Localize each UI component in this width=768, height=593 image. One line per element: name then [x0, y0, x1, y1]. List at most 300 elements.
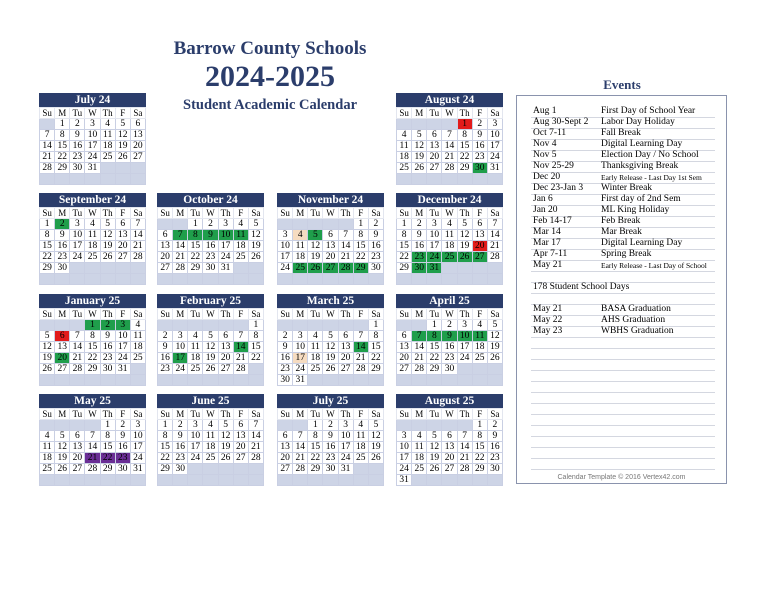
calendar-day: 26	[100, 252, 115, 263]
month-title: April 25	[396, 294, 503, 308]
calendar-day: 9	[472, 130, 487, 141]
calendar-day: 25	[442, 252, 457, 263]
calendar-day: 16	[442, 342, 457, 353]
weekday-label: W	[442, 108, 457, 119]
calendar-day: 18	[472, 342, 487, 353]
calendar-day: 28	[293, 464, 308, 475]
blank-day	[457, 263, 472, 274]
calendar-day: 15	[248, 342, 263, 353]
blank-day	[338, 274, 353, 285]
blank-day	[412, 475, 427, 486]
calendar-day: 6	[427, 130, 442, 141]
weekday-label: Tu	[188, 409, 203, 420]
month-4	[277, 193, 384, 285]
calendar-day: 28	[233, 364, 248, 375]
calendar-day: 12	[457, 230, 472, 241]
weekday-label: Sa	[130, 108, 145, 119]
blank-day	[100, 475, 115, 486]
blank-day	[218, 375, 233, 386]
calendar-day: 30	[368, 263, 383, 274]
calendar-day: 4	[412, 431, 427, 442]
calendar-day: 11	[353, 431, 368, 442]
calendar-day: 13	[158, 241, 173, 252]
calendar-day: 1	[427, 320, 442, 331]
calendar-day: 22	[188, 252, 203, 263]
calendar-day: 2	[203, 219, 218, 230]
blank-day	[397, 320, 412, 331]
blank-day	[158, 320, 173, 331]
blank-day	[173, 219, 188, 230]
calendar-day: 19	[40, 353, 55, 364]
calendar-day: 23	[487, 453, 502, 464]
blank-day	[442, 263, 457, 274]
month-title: October 24	[157, 193, 264, 207]
blank-day	[173, 320, 188, 331]
blank-day	[130, 263, 145, 274]
blank-day	[203, 274, 218, 285]
calendar-day: 27	[472, 252, 487, 263]
event-text: BASA Graduation	[601, 304, 671, 314]
calendar-day: 23	[368, 252, 383, 263]
calendar-day: 3	[130, 420, 145, 431]
blank-day	[293, 274, 308, 285]
blank-day	[457, 364, 472, 375]
calendar-day: 6	[158, 230, 173, 241]
weekday-label: F	[472, 309, 487, 320]
calendar-day: 25	[40, 464, 55, 475]
calendar-day: 7	[293, 431, 308, 442]
calendar-day: 16	[55, 241, 70, 252]
weekday-label: Tu	[427, 208, 442, 219]
weekday-label: Su	[40, 409, 55, 420]
weekday-label: W	[442, 309, 457, 320]
calendar-day: 19	[203, 353, 218, 364]
event-text: Mar Break	[601, 227, 642, 237]
weekday-label: Sa	[248, 208, 263, 219]
calendar-day: 22	[85, 353, 100, 364]
calendar-day: 13	[338, 342, 353, 353]
calendar-day: 10	[278, 241, 293, 252]
calendar-day: 4	[85, 219, 100, 230]
calendar-day: 19	[218, 442, 233, 453]
blank-day	[412, 174, 427, 185]
calendar-day: 23	[55, 252, 70, 263]
event-date: Aug 30-Sept 2	[533, 117, 589, 127]
calendar-day: 25	[100, 152, 115, 163]
weekday-label: M	[293, 409, 308, 420]
calendar-day: 21	[130, 241, 145, 252]
calendar-day: 29	[158, 464, 173, 475]
calendar-day: 5	[427, 431, 442, 442]
calendar-day: 26	[115, 152, 130, 163]
weekday-label: M	[55, 208, 70, 219]
calendar-day: 14	[353, 342, 368, 353]
blank-day	[100, 174, 115, 185]
blank-day	[188, 375, 203, 386]
calendar-day: 5	[40, 331, 55, 342]
blank-day	[442, 375, 457, 386]
weekday-label: F	[353, 409, 368, 420]
calendar-day: 18	[412, 453, 427, 464]
calendar-day: 12	[248, 230, 263, 241]
month-title: November 24	[277, 193, 384, 207]
calendar-day: 19	[487, 342, 502, 353]
calendar-day: 29	[100, 464, 115, 475]
calendar-day: 20	[472, 241, 487, 252]
calendar-day: 6	[338, 331, 353, 342]
calendar-day: 30	[278, 375, 293, 386]
calendar-day: 17	[278, 252, 293, 263]
calendar-day: 25	[233, 252, 248, 263]
blank-day	[353, 475, 368, 486]
calendar-day: 5	[100, 219, 115, 230]
calendar-day: 5	[308, 230, 323, 241]
calendar-day: 6	[323, 230, 338, 241]
weekday-label: Sa	[130, 309, 145, 320]
event-date: Aug 1	[533, 106, 557, 116]
month-grid	[39, 107, 146, 185]
weekday-label: Su	[158, 309, 173, 320]
calendar-day: 2	[173, 420, 188, 431]
weekday-label: Th	[457, 309, 472, 320]
calendar-day: 31	[293, 375, 308, 386]
weekday-label: Su	[397, 108, 412, 119]
calendar-day: 21	[412, 353, 427, 364]
event-date: Jan 6	[533, 194, 553, 204]
calendar-day: 20	[70, 453, 85, 464]
event-date: Feb 14-17	[533, 216, 572, 226]
month-2	[39, 193, 146, 285]
calendar-day: 1	[397, 219, 412, 230]
weekday-label: F	[472, 409, 487, 420]
calendar-day: 2	[442, 320, 457, 331]
calendar-day: 2	[278, 331, 293, 342]
calendar-day: 11	[397, 141, 412, 152]
calendar-day: 20	[397, 353, 412, 364]
weekday-label: W	[85, 409, 100, 420]
blank-day	[472, 274, 487, 285]
month-0	[39, 93, 146, 185]
calendar-day: 10	[85, 130, 100, 141]
calendar-day: 28	[70, 364, 85, 375]
calendar-day: 6	[233, 420, 248, 431]
blank-day	[487, 364, 502, 375]
blank-day	[70, 174, 85, 185]
blank-day	[323, 219, 338, 230]
calendar-day: 2	[100, 320, 115, 331]
blank-day	[368, 475, 383, 486]
calendar-day: 11	[130, 331, 145, 342]
blank-day	[487, 375, 502, 386]
calendar-day: 1	[248, 320, 263, 331]
blank-day	[115, 174, 130, 185]
weekday-label: M	[55, 108, 70, 119]
weekday-label: Su	[397, 208, 412, 219]
weekday-label: Th	[100, 309, 115, 320]
calendar-day: 17	[130, 442, 145, 453]
calendar-day: 21	[487, 241, 502, 252]
weekday-label: W	[323, 309, 338, 320]
calendar-day: 30	[55, 263, 70, 274]
calendar-day: 22	[100, 453, 115, 464]
blank-day	[218, 320, 233, 331]
event-date: May 23	[533, 326, 563, 336]
calendar-day: 27	[338, 364, 353, 375]
calendar-day: 1	[368, 320, 383, 331]
blank-day	[427, 420, 442, 431]
calendar-day: 8	[472, 431, 487, 442]
calendar-day: 25	[203, 453, 218, 464]
weekday-label: F	[233, 309, 248, 320]
calendar-day: 10	[173, 342, 188, 353]
calendar-day: 9	[412, 230, 427, 241]
calendar-day: 5	[55, 431, 70, 442]
calendar-day: 22	[158, 453, 173, 464]
blank-day	[278, 475, 293, 486]
weekday-label: Tu	[70, 409, 85, 420]
calendar-day: 8	[308, 431, 323, 442]
event-text: Spring Break	[601, 249, 652, 259]
blank-day	[338, 475, 353, 486]
calendar-day: 11	[233, 230, 248, 241]
weekday-label: Sa	[130, 208, 145, 219]
blank-day	[130, 475, 145, 486]
blank-day	[472, 174, 487, 185]
month-13	[396, 394, 503, 486]
calendar-day: 3	[457, 320, 472, 331]
calendar-day: 15	[308, 442, 323, 453]
blank-day	[85, 375, 100, 386]
calendar-day: 5	[203, 331, 218, 342]
calendar-day: 21	[248, 442, 263, 453]
calendar-day: 14	[248, 431, 263, 442]
calendar-day: 24	[188, 453, 203, 464]
calendar-day: 8	[100, 431, 115, 442]
event-date: May 22	[533, 315, 563, 325]
weekday-label: M	[173, 208, 188, 219]
calendar-day: 14	[412, 342, 427, 353]
event-row	[531, 458, 715, 470]
blank-day	[472, 475, 487, 486]
calendar-day: 2	[472, 119, 487, 130]
blank-day	[115, 475, 130, 486]
weekday-label: F	[233, 409, 248, 420]
calendar-day: 15	[427, 342, 442, 353]
blank-day	[173, 475, 188, 486]
calendar-day: 29	[397, 263, 412, 274]
weekday-label: M	[55, 309, 70, 320]
calendar-day: 10	[487, 130, 502, 141]
blank-day	[158, 274, 173, 285]
blank-day	[130, 174, 145, 185]
blank-day	[278, 320, 293, 331]
calendar-day: 28	[130, 252, 145, 263]
weekday-label: Tu	[427, 108, 442, 119]
blank-day	[427, 119, 442, 130]
calendar-day: 2	[323, 420, 338, 431]
calendar-day: 10	[338, 431, 353, 442]
calendar-day: 31	[427, 263, 442, 274]
calendar-day: 9	[158, 342, 173, 353]
blank-day	[55, 420, 70, 431]
calendar-day: 11	[188, 342, 203, 353]
calendar-day: 17	[173, 353, 188, 364]
calendar-day: 24	[293, 364, 308, 375]
calendar-day: 9	[487, 431, 502, 442]
weekday-label: F	[472, 208, 487, 219]
weekday-label: Th	[100, 409, 115, 420]
weekday-label: W	[442, 409, 457, 420]
calendar-day: 9	[203, 230, 218, 241]
calendar-day: 28	[248, 453, 263, 464]
calendar-day: 4	[397, 130, 412, 141]
weekday-label: W	[85, 208, 100, 219]
blank-day	[70, 274, 85, 285]
calendar-day: 30	[412, 263, 427, 274]
month-title: August 24	[396, 93, 503, 107]
calendar-day: 9	[55, 230, 70, 241]
weekday-label: M	[55, 409, 70, 420]
calendar-day: 30	[115, 464, 130, 475]
calendar-day: 16	[412, 241, 427, 252]
calendar-day: 3	[70, 219, 85, 230]
blank-day	[158, 475, 173, 486]
calendar-day: 4	[442, 219, 457, 230]
blank-day	[308, 274, 323, 285]
blank-day	[115, 263, 130, 274]
blank-day	[233, 263, 248, 274]
calendar-day: 3	[293, 331, 308, 342]
blank-day	[70, 375, 85, 386]
calendar-day: 12	[218, 431, 233, 442]
calendar-day: 6	[130, 119, 145, 130]
calendar-day: 11	[412, 442, 427, 453]
blank-day	[487, 274, 502, 285]
calendar-day: 20	[130, 141, 145, 152]
calendar-day: 23	[442, 353, 457, 364]
calendar-day: 5	[248, 219, 263, 230]
blank-day	[40, 320, 55, 331]
weekday-label: Tu	[308, 409, 323, 420]
calendar-day: 29	[353, 263, 368, 274]
calendar-day: 31	[218, 263, 233, 274]
blank-day	[40, 274, 55, 285]
blank-day	[248, 464, 263, 475]
calendar-day: 28	[442, 163, 457, 174]
blank-day	[100, 274, 115, 285]
calendar-day: 30	[70, 163, 85, 174]
calendar-day: 11	[100, 130, 115, 141]
month-title: July 24	[39, 93, 146, 107]
blank-day	[70, 475, 85, 486]
calendar-day: 6	[218, 331, 233, 342]
calendar-day: 7	[412, 331, 427, 342]
blank-day	[158, 219, 173, 230]
calendar-day: 3	[397, 431, 412, 442]
month-grid	[157, 408, 264, 486]
calendar-day: 14	[173, 241, 188, 252]
calendar-day: 1	[100, 420, 115, 431]
blank-day	[293, 320, 308, 331]
calendar-day: 29	[308, 464, 323, 475]
calendar-day: 15	[188, 241, 203, 252]
month-6	[39, 294, 146, 386]
event-date: Nov 25-29	[533, 161, 574, 171]
calendar-day: 2	[487, 420, 502, 431]
template-credit: Calendar Template © 2016 Vertex42.com	[557, 474, 686, 481]
weekday-label: W	[85, 309, 100, 320]
blank-day	[130, 274, 145, 285]
calendar-day: 4	[203, 420, 218, 431]
calendar-day: 26	[323, 364, 338, 375]
calendar-day: 8	[353, 230, 368, 241]
calendar-day: 24	[278, 263, 293, 274]
calendar-subtitle: Student Academic Calendar	[183, 97, 357, 113]
calendar-day: 24	[487, 152, 502, 163]
calendar-day: 19	[323, 353, 338, 364]
blank-day	[368, 375, 383, 386]
calendar-day: 8	[427, 331, 442, 342]
weekday-label: Tu	[188, 208, 203, 219]
calendar-day: 26	[368, 453, 383, 464]
month-grid	[277, 408, 384, 486]
calendar-day: 16	[173, 442, 188, 453]
calendar-day: 18	[397, 152, 412, 163]
blank-day	[100, 263, 115, 274]
calendar-day: 13	[70, 442, 85, 453]
calendar-day: 22	[40, 252, 55, 263]
month-title: December 24	[396, 193, 503, 207]
calendar-day: 17	[218, 241, 233, 252]
calendar-day: 9	[368, 230, 383, 241]
calendar-day: 15	[457, 141, 472, 152]
event-date: May 21	[533, 304, 563, 314]
blank-day	[130, 163, 145, 174]
blank-day	[248, 263, 263, 274]
calendar-day: 28	[353, 364, 368, 375]
blank-day	[55, 174, 70, 185]
calendar-day: 26	[427, 464, 442, 475]
weekday-label: Th	[100, 108, 115, 119]
calendar-day: 27	[233, 453, 248, 464]
calendar-day: 20	[233, 442, 248, 453]
event-text: 178 Student School Days	[533, 282, 630, 292]
calendar-day: 31	[338, 464, 353, 475]
calendar-day: 22	[457, 152, 472, 163]
event-date: Mar 17	[533, 238, 561, 248]
weekday-label: Su	[158, 409, 173, 420]
calendar-day: 22	[308, 453, 323, 464]
calendar-day: 12	[323, 342, 338, 353]
blank-day	[472, 375, 487, 386]
calendar-day: 22	[427, 353, 442, 364]
calendar-day: 27	[130, 152, 145, 163]
calendar-day: 12	[40, 342, 55, 353]
blank-day	[233, 475, 248, 486]
calendar-day: 30	[442, 364, 457, 375]
calendar-day: 24	[115, 353, 130, 364]
month-title: July 25	[277, 394, 384, 408]
calendar-day: 18	[40, 453, 55, 464]
blank-day	[338, 375, 353, 386]
weekday-label: Sa	[487, 409, 502, 420]
calendar-day: 3	[115, 320, 130, 331]
calendar-day: 3	[85, 119, 100, 130]
calendar-day: 9	[70, 130, 85, 141]
blank-day	[233, 274, 248, 285]
calendar-day: 13	[442, 442, 457, 453]
calendar-day: 13	[278, 442, 293, 453]
